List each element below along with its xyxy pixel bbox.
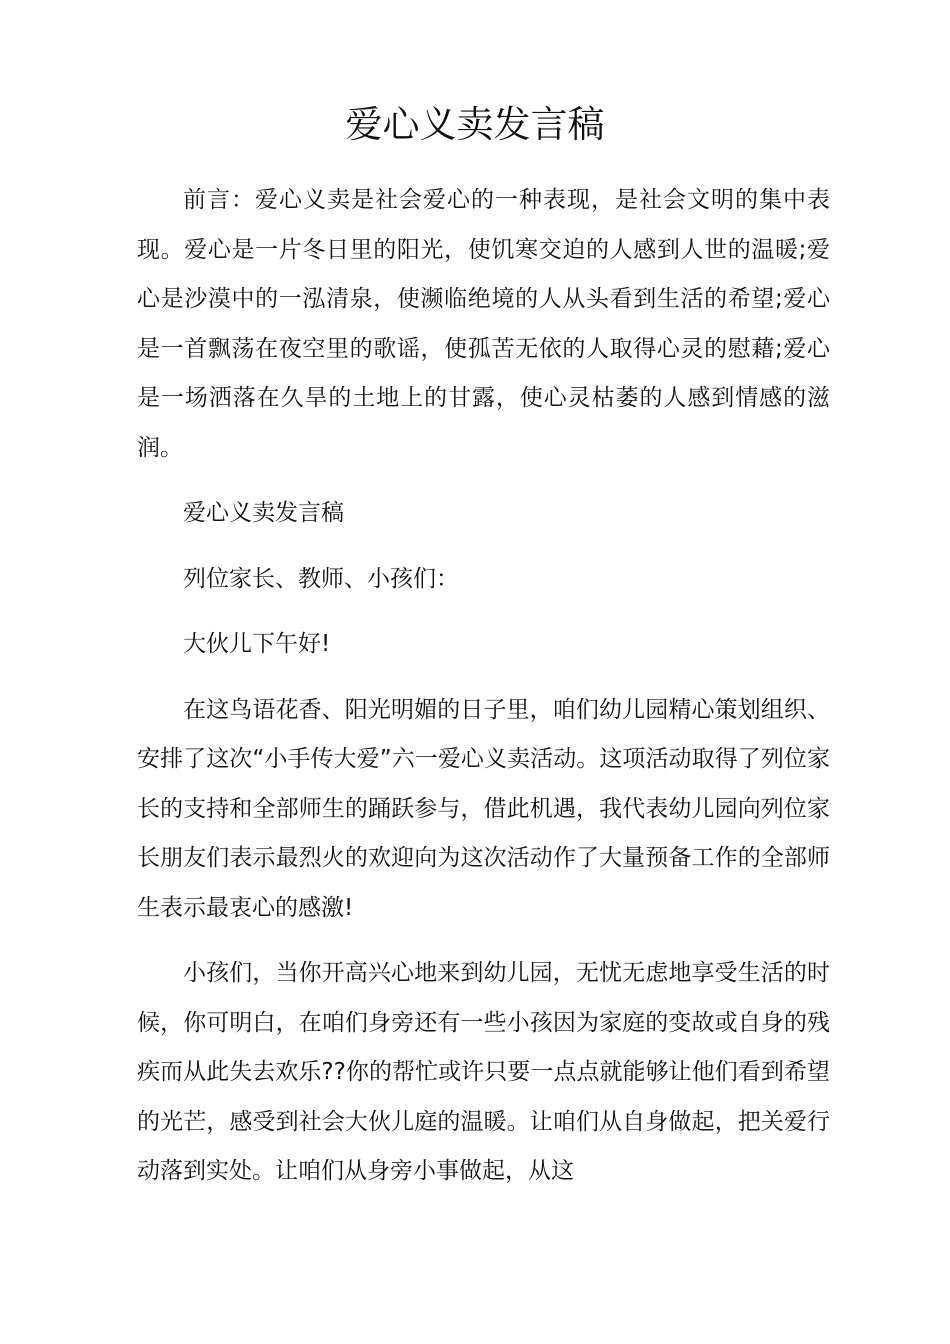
preface-paragraph: 前言：爱心义卖是社会爱心的一种表现，是社会文明的集中表现。爱心是一片冬日里的阳光，使饥寒交迫的人感到人世的温暖;爱心是沙漠中的一泓清泉，使濒临绝境的人从头看到生活的希望;爱心是一首飘荡在夜空里的歌谣，使孤苦无依的人取得心灵的慰藉;爱心是一场洒落在久旱的土地上的甘露，使心灵枯萎的人感到情感的滋润。 xyxy=(137,187,830,461)
salutation: 列位家长、教师、小孩们： xyxy=(183,565,459,592)
body-paragraph: 小孩们，当你开高兴心地来到幼儿园，无忧无虑地享受生活的时候，你可明白，在咱们身旁还有一些小孩因为家庭的变故或自身的残疾而从此失去欢乐??你的帮忙或许只要一点点就能够让他们看到希望的光芒，感受到社会大伙儿庭的温暖。让咱们从自身做起，把关爱行动落到实处。让咱们从身旁小事做起，从这 xyxy=(137,960,830,1184)
greeting: 大伙儿下午好! xyxy=(183,631,331,657)
speech-heading: 爱心义卖发言稿 xyxy=(183,500,344,526)
document-body xyxy=(137,176,830,1213)
page-title: 爱心义卖发言稿 xyxy=(345,103,605,146)
body-paragraph: 在这鸟语花香、阳光明媚的日子里，咱们幼儿园精心策划组织、安排了这次“小手传大爱”六一爱心义卖活动。这项活动取得了列位家长的支持和全部师生的踊跃参与，借此机遇，我代表幼儿园向列位家长朋友们表示最烈火的欢迎向为这次活动作了大量预备工作的全部师生表示最衷心的感激! xyxy=(137,696,830,921)
